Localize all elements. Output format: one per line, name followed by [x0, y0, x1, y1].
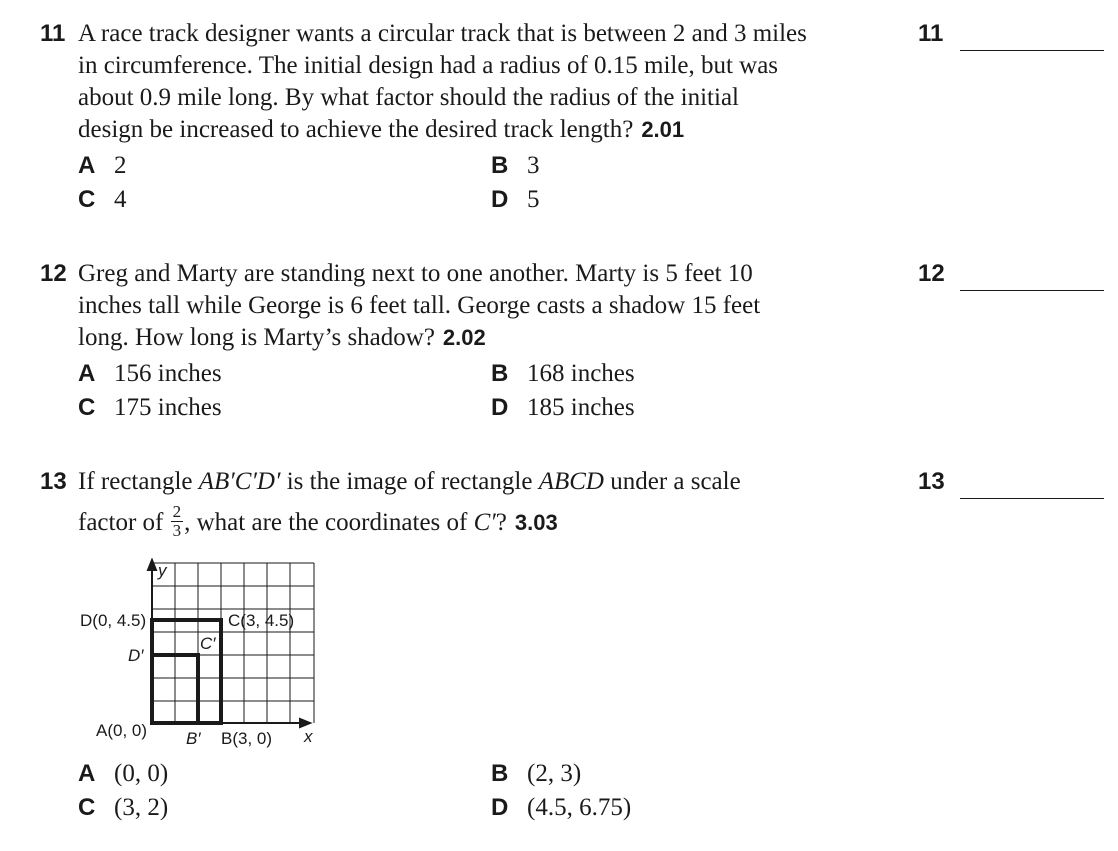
- question-number: 11: [40, 20, 66, 47]
- choice-c[interactable]: C 175 inches: [78, 394, 222, 421]
- label-point-a: A(0, 0): [96, 721, 148, 740]
- standard-code: 2.01: [641, 117, 685, 142]
- scale-factor-fraction: $\frac{2}{3}$: [172, 502, 182, 540]
- question-line: Greg and Marty are standing next to one another. Marty is 5 feet 10: [78, 260, 753, 287]
- choice-c[interactable]: C 4: [78, 186, 127, 213]
- question-line: inches tall while George is 6 feet tall. George casts a shadow 15 feet: [78, 292, 761, 319]
- label-point-b-prime: B′: [186, 729, 201, 748]
- choice-b[interactable]: B (2, 3): [491, 760, 582, 787]
- standard-code: 2.02: [442, 325, 486, 350]
- question-line: A race track designer wants a circular track that is between 2 and 3 miles: [78, 20, 807, 47]
- question-line: in circumference. The initial design had a radius of 0.15 mile, but was: [78, 52, 779, 79]
- question-line: long. How long is Marty’s shadow?: [78, 324, 435, 351]
- answer-blank[interactable]: [960, 28, 1104, 51]
- axes: [148, 560, 310, 727]
- question-number: 13: [40, 468, 67, 495]
- answer-number: 11: [918, 20, 944, 47]
- question-number: 12: [40, 260, 67, 287]
- answer-blank[interactable]: [960, 268, 1104, 291]
- coordinate-grid-figure: [78, 558, 328, 750]
- x-axis-label: x: [304, 727, 313, 746]
- standard-code: 3.03: [514, 510, 558, 536]
- answer-number: 12: [918, 260, 945, 287]
- choice-d[interactable]: D (4.5, 6.75): [491, 794, 632, 821]
- choice-c[interactable]: C (3, 2): [78, 794, 169, 821]
- grid-lines: [152, 563, 314, 723]
- choice-d[interactable]: D 5: [491, 186, 540, 213]
- point-name: C′: [473, 509, 496, 537]
- choice-d[interactable]: D 185 inches: [491, 394, 635, 421]
- answer-blank[interactable]: [960, 476, 1104, 499]
- question-text: [78, 18, 898, 146]
- choice-a[interactable]: A (0, 0): [78, 760, 169, 787]
- answer-number: 13: [918, 468, 945, 495]
- question-text: If rectangle AB′C′D′ is the image of rectangle ABCD under a scale factor of $\frac{2}{3}$ , what are the coordinates of C′? 3.03: [78, 468, 741, 540]
- label-point-d-prime: D′: [128, 646, 144, 665]
- label-point-c-prime: C′: [200, 634, 216, 653]
- question-line: about 0.9 mile long. By what factor should the radius of the initial: [78, 84, 739, 111]
- question-line: design be increased to achieve the desired track length?: [78, 116, 634, 143]
- original-rectangle-name: ABCD: [538, 468, 604, 495]
- question-text: [78, 258, 898, 354]
- image-rectangle-name: AB′C′D′: [198, 468, 281, 495]
- y-axis-label: y: [158, 561, 167, 580]
- choice-b[interactable]: B 3: [491, 152, 540, 179]
- choice-a[interactable]: A 156 inches: [78, 360, 222, 387]
- choice-b[interactable]: B 168 inches: [491, 360, 635, 387]
- label-point-b: B(3, 0): [221, 729, 273, 748]
- label-point-c: C(3, 4.5): [228, 611, 295, 630]
- label-point-d: D(0, 4.5): [80, 611, 147, 630]
- choice-a[interactable]: A 2: [78, 152, 127, 179]
